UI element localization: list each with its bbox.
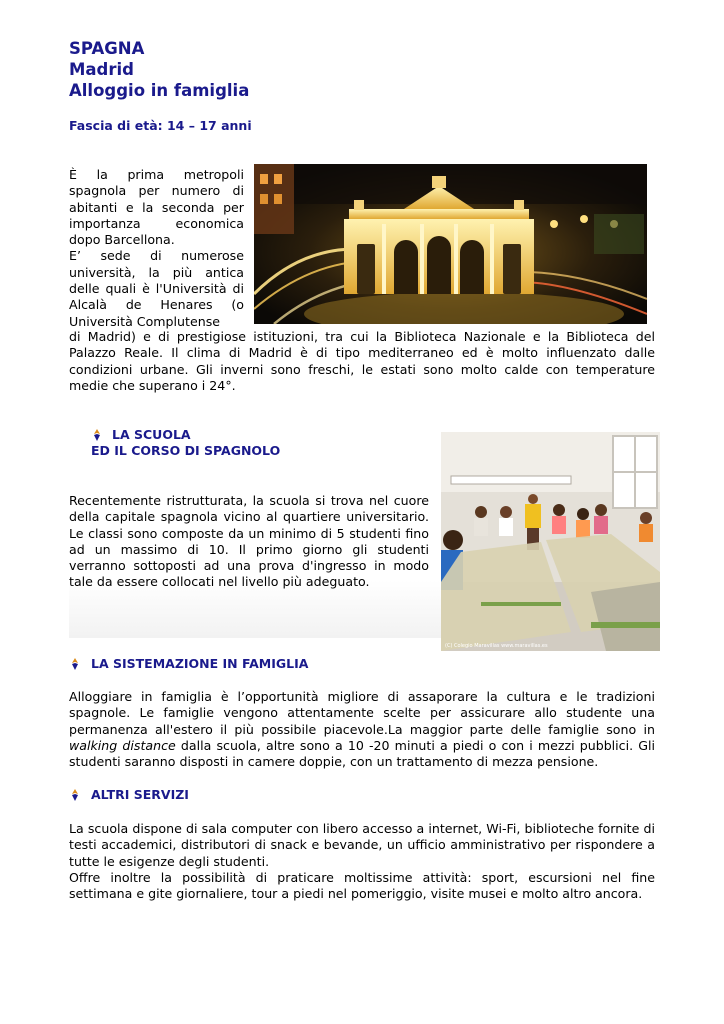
intro-left-column <box>69 167 244 330</box>
bullet-icon <box>69 789 81 801</box>
school-heading-line-1: LA SCUOLA <box>112 427 191 442</box>
school-heading-line-2: ED IL CORSO DI SPAGNOLO <box>91 443 281 458</box>
intro-paragraph-1: È la prima metropoli spagnola per numero di abitanti e la seconda per importanza economica dopo Barcellona. <box>69 167 244 248</box>
services-paragraph-1: La scuola dispone di sala computer con libero accesso a internet, Wi-Fi, biblioteche fornite di testi accademici, distributori di snack e bevande, un ufficio amministrativo per rispondere a tutte le esigenze degli studenti. <box>69 821 655 869</box>
intro-paragraph-2-start: E’ sede di numerose università, la più antica delle quali è l'Università di Alcalà de Henares (o Università Complutense <box>69 248 244 329</box>
classroom-photo <box>441 432 660 651</box>
family-heading: LA SISTEMAZIONE IN FAMIGLIA <box>91 656 309 671</box>
family-text-part-2: dalla scuola, altre sono a 10 -20 minuti a piedi o con i mezzi pubblici. Gli studenti saranno disposti in camere doppie, con un trattamento di mezza pensione. <box>69 737 655 770</box>
bullet-icon <box>69 658 81 670</box>
puerta-de-alcala-photo <box>254 164 647 324</box>
city-title: Madrid <box>69 60 134 79</box>
family-text-part-1: Alloggiare in famiglia è l’opportunità migliore di assaporare la cultura e le tradizioni spagnole. Le famiglie vengono attentamente scelte per assicurare allo studente una permanenza all'estero il più possibile piacevole.La maggior parte delle famiglie sono in <box>69 689 655 737</box>
country-title: SPAGNA <box>69 39 145 58</box>
school-description: Recentemente ristrutturata, la scuola si trova nel cuore della capitale spagnola vicino al quartiere universitario. Le classi sono composte da un minimo di 5 studenti fino ad un massimo di 10. Il primo giorno gli studenti verranno sottoposti ad una prova d'ingresso in modo tale da essere collocati nel livello più adeguato. <box>69 493 429 590</box>
title-block <box>69 38 249 101</box>
services-paragraph-2: Offre inoltre la possibilità di praticare moltissime attività: sport, escursioni nel fine settimana e gite giornaliere, tour a piedi nel pomeriggio, visite musei e molto altro ancora. <box>69 869 655 902</box>
services-heading: ALTRI SERVIZI <box>91 787 189 802</box>
services-description <box>69 821 655 902</box>
age-range: Fascia di età: 14 – 17 anni <box>69 118 252 133</box>
intro-paragraph-2-continued: di Madrid) e di prestigiose istituzioni, tra cui la Biblioteca Nazionale e la Biblioteca del Palazzo Reale. Il clima di Madrid è di tipo mediterraneo ed è molto influenzato dalle condizioni urbane. Gli inverni sono freschi, le estati sono molto calde con temperature medie che superano i 24°. <box>69 329 655 393</box>
photo-credit: (C) Colegio Maravillas www.maravillas.es <box>445 643 548 649</box>
bullet-icon <box>91 429 103 441</box>
family-description <box>69 689 655 770</box>
accommodation-title: Alloggio in famiglia <box>69 81 250 100</box>
family-text-italic: walking distance <box>69 737 176 753</box>
